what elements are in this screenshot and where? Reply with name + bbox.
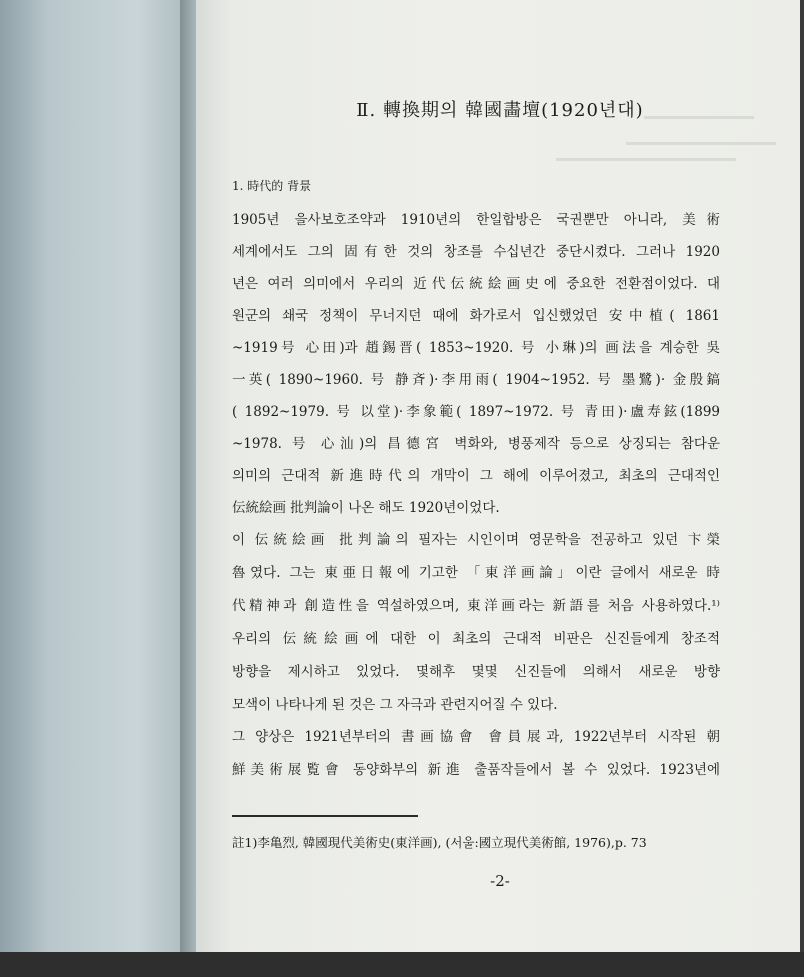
page-number: -2- — [490, 872, 510, 890]
footnote: 註1)李亀烈, 韓國現代美術史(東洋画), (서울:國立現代美術館, 1976),p. 73 — [232, 835, 647, 850]
text-line: ( 1892~1979. 号 以堂)·李象範( 1897~1972. 号 青田)·盧寿鉉(1899 — [232, 404, 720, 420]
text-line: 一英( 1890~1960. 号 静斉)·李用雨( 1904~1952. 号 墨鷺)· 金殷鎬 — [232, 372, 720, 388]
text-line: 그 양상은 1921년부터의 書画協會 會員展과, 1922년부터 시작된 朝 — [232, 729, 720, 745]
bleed-through-text — [626, 142, 776, 145]
bleed-through-text — [556, 158, 736, 161]
text-line: 魯였다. 그는 東亜日報에 기고한 「東洋画論」이란 글에서 새로운 時 — [232, 565, 720, 581]
text-line: 伝統絵画 批判論이 나온 해도 1920년이었다. — [232, 500, 500, 516]
text-line: 이 伝統絵画 批判論의 필자는 시인이며 영문학을 전공하고 있던 卞榮 — [232, 532, 720, 548]
text-line: 모색이 나타나게 된 것은 그 자극과 관련지어질 수 있다. — [232, 697, 558, 713]
scan-edge-right — [800, 0, 804, 977]
text-line: 원군의 쇄국 정책이 무너지던 때에 화가로서 입신했었던 安中植( 1861 — [232, 308, 720, 324]
text-line: 세계에서도 그의 固有한 것의 창조를 수십년간 중단시켰다. 그러나 1920 — [232, 244, 720, 260]
text-line: ~1919号 心田)과 趙錫晋( 1853~1920. 号 小琳)의 画法을 계승한 吳 — [232, 340, 720, 356]
scan-edge-bottom — [0, 952, 804, 977]
text-line: 1905년 을사보호조약과 1910년의 한일합방은 국권뿐만 아니라, 美術 — [232, 212, 720, 228]
text-line: 鮮美術展覧會 동양화부의 新進 출품작들에서 볼 수 있었다. 1923년에 — [232, 762, 720, 778]
text-line: 방향을 제시하고 있었다. 몇해후 몇몇 신진들에 의해서 새로운 방향 — [232, 664, 720, 680]
text-line: ~1978. 号 心汕)의 昌德宮 벽화와, 병풍제작 등으로 상징되는 참다운 — [232, 436, 720, 452]
footnote-rule — [232, 815, 418, 817]
text-line: 의미의 근대적 新進時代의 개막이 그 해에 이루어졌고, 최초의 근대적인 — [232, 468, 720, 484]
text-line: 代精神과 創造性을 역설하였으며, 東洋画라는 新語를 처음 사용하였다.¹⁾ — [232, 598, 720, 614]
text-line: 우리의 伝統絵画에 대한 이 최초의 근대적 비판은 신진들에게 창조적 — [232, 631, 720, 647]
text-line: 년은 여러 의미에서 우리의 近代伝統絵画史에 중요한 전환점이었다. 대 — [232, 276, 720, 292]
facing-page — [0, 0, 196, 977]
section-heading: 1. 時代的 背景 — [232, 179, 312, 193]
chapter-title: Ⅱ. 轉換期의 韓國畵壇(1920년대) — [356, 100, 644, 121]
document-page — [196, 0, 804, 977]
